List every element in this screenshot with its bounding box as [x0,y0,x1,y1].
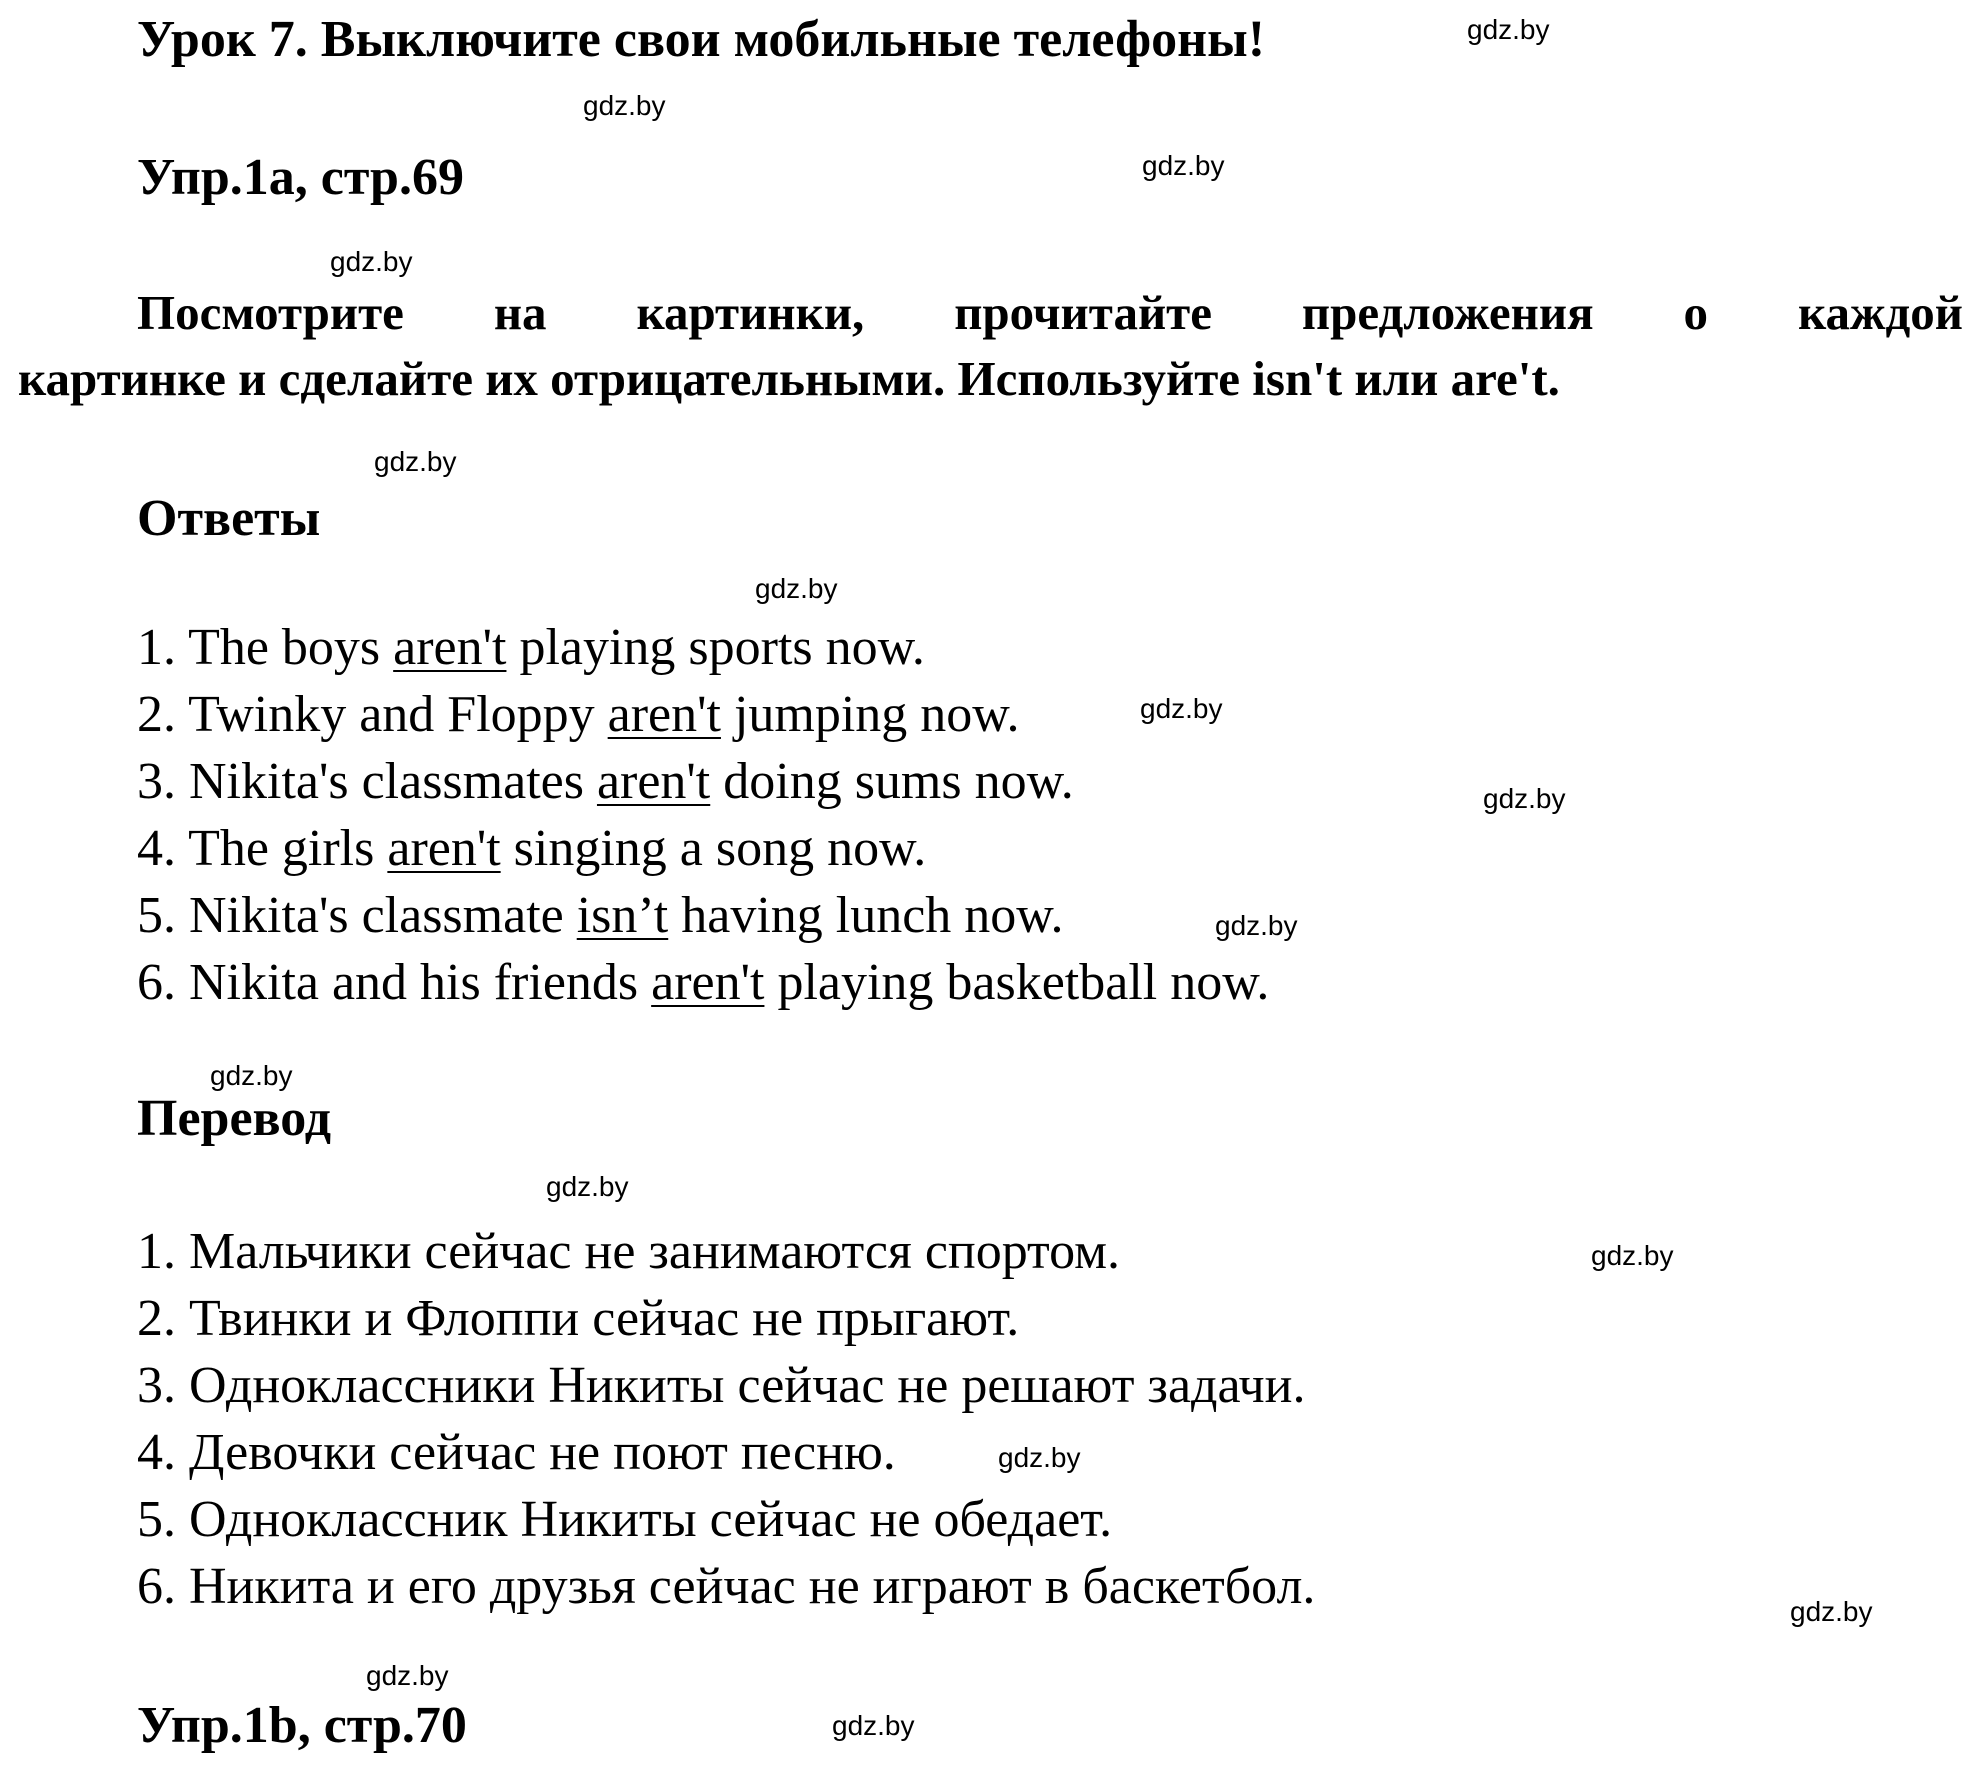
watermark: gdz.by [583,90,666,121]
negation-underlined: aren't [607,686,721,743]
watermark: gdz.by [366,1660,449,1691]
translation-item: 4. Девочки сейчас не поют песню. [137,1424,896,1481]
watermark: gdz.by [546,1171,629,1202]
watermark: gdz.by [374,446,457,477]
translation-item: 1. Мальчики сейчас не занимаются спортом. [137,1223,1120,1280]
watermark: gdz.by [1483,783,1566,814]
answers-list [137,614,1269,1016]
watermark: gdz.by [1591,1240,1674,1271]
answer-item: 2. Twinky and Floppy aren't jumping now. [137,686,1020,743]
translation-item: 2. Твинки и Флоппи сейчас не прыгают. [137,1290,1020,1347]
answer-item: 4. The girls aren't singing a song now. [137,820,927,877]
exercise-1b-heading: Упр.1b, стр.70 [137,1697,467,1754]
watermark: gdz.by [330,246,413,277]
watermark: gdz.by [1142,150,1225,181]
negation-underlined: aren't [596,753,711,810]
watermark: gdz.by [210,1060,293,1091]
page-title: Урок 7. Выключите свои мобильные телефоны! [137,11,1266,68]
watermark: gdz.by [1215,910,1298,941]
instruction-line-2: картинке и сделайте их отрицательными. Используйте isn't или are't. [18,351,1560,406]
answer-item: 3. Nikita's classmates aren't doing sums now. [137,753,1074,810]
answer-item: 6. Nikita and his friends aren't playing basketball now. [137,954,1270,1011]
translation-item: 6. Никита и его друзья сейчас не играют в баскетбол. [137,1558,1316,1615]
answer-item: 5. Nikita's classmate isn’t having lunch now. [137,887,1064,944]
answers-heading: Ответы [137,490,321,547]
watermark: gdz.by [832,1710,915,1741]
watermark: gdz.by [755,573,838,604]
negation-underlined: aren't [393,619,507,676]
translation-item: 5. Одноклассник Никиты сейчас не обедает. [137,1491,1113,1548]
watermark: gdz.by [1140,693,1223,724]
negation-underlined: aren't [387,820,501,877]
translation-heading: Перевод [137,1090,332,1147]
watermark: gdz.by [1467,14,1550,45]
instruction-line-1: Посмотрите на картинки, прочитайте предложения о каждой [137,285,1963,340]
answer-item: 1. The boys aren't playing sports now. [137,619,925,676]
exercise-1a-heading: Упр.1a, стр.69 [137,149,464,206]
translation-item: 3. Одноклассники Никиты сейчас не решают задачи. [137,1357,1306,1414]
watermark: gdz.by [998,1442,1081,1473]
watermark: gdz.by [1790,1596,1873,1627]
negation-underlined: isn’t [576,887,669,944]
translation-list [137,1218,1315,1620]
exercise-instruction [18,280,1963,412]
negation-underlined: aren't [651,954,765,1011]
